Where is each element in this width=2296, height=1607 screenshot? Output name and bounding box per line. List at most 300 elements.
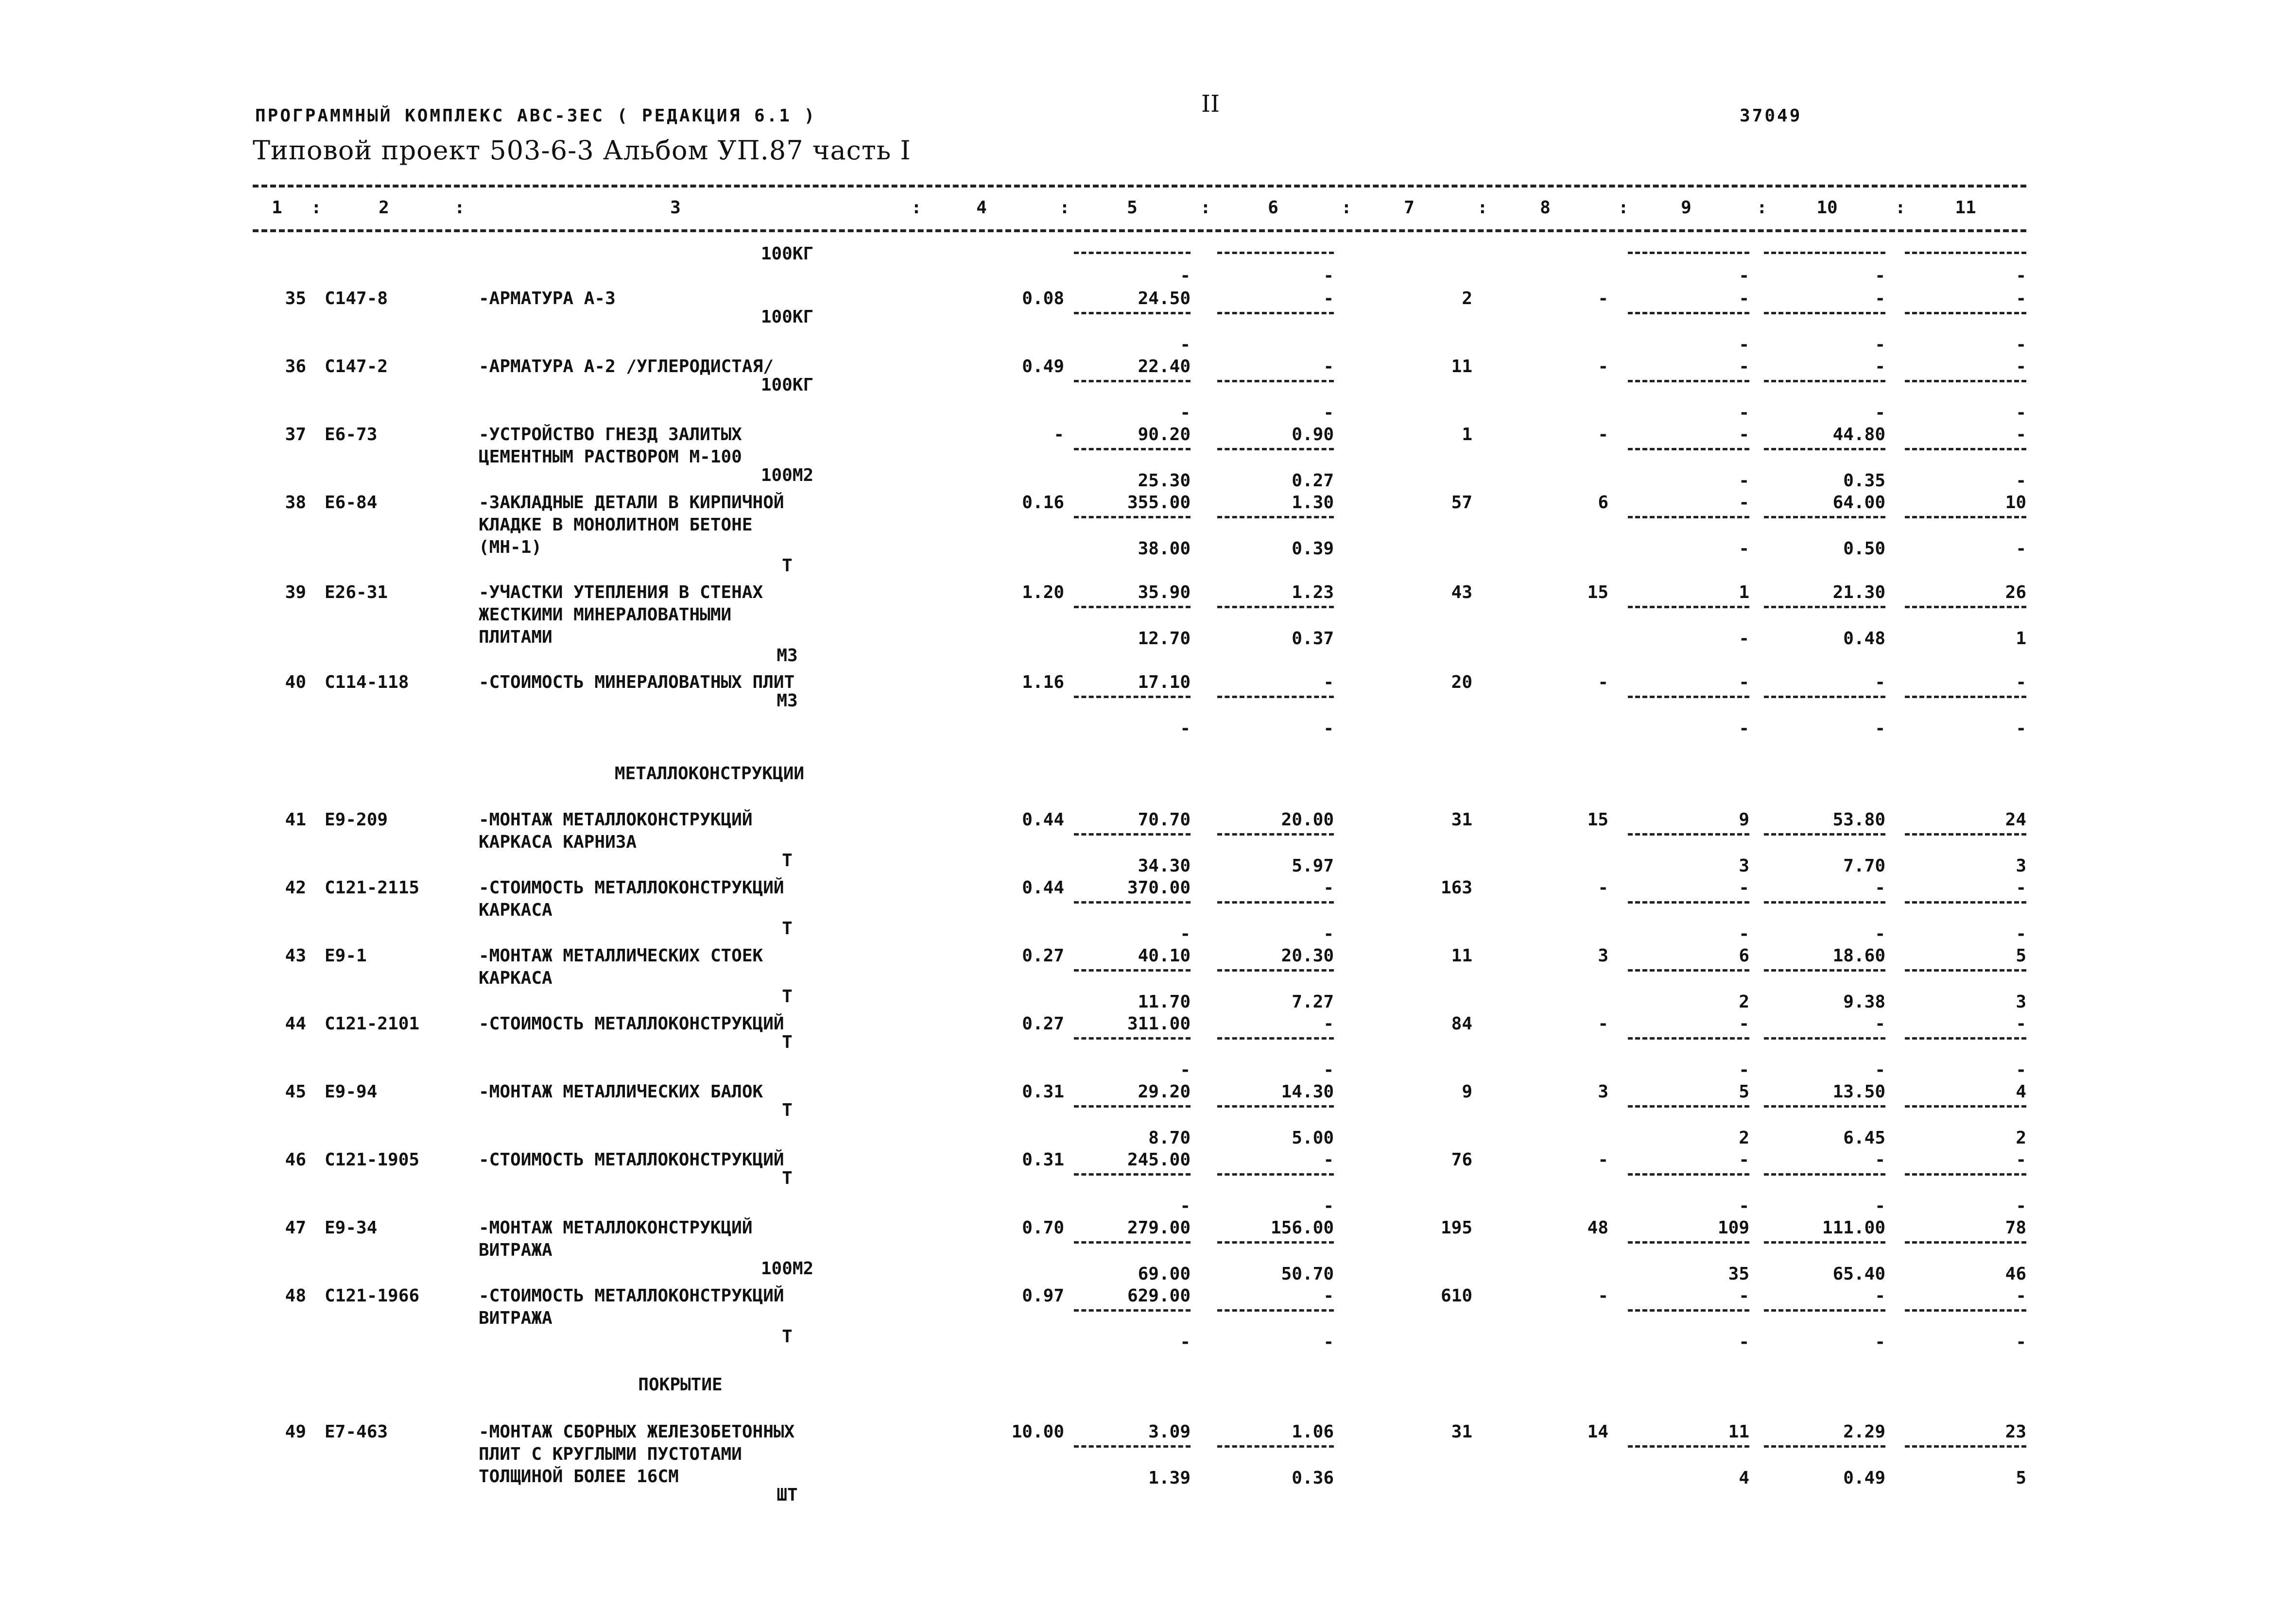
- placeholder-dash: -: [1323, 266, 1334, 286]
- item-code: С121-1905: [325, 1150, 420, 1170]
- row-number: 46: [285, 1150, 306, 1170]
- row-number: 49: [285, 1422, 306, 1442]
- item-code: Е6-73: [325, 425, 378, 444]
- placeholder-dash: -: [2016, 266, 2026, 286]
- cell-divider: [1764, 969, 1885, 972]
- item-description: ПЛИТ С КРУГЛЫМИ ПУСТОТАМИ: [479, 1444, 742, 1464]
- column-separator: :: [454, 198, 465, 218]
- total-wages: 48: [1587, 1218, 1608, 1238]
- labor-col10: -: [1875, 1014, 1885, 1034]
- labor-col9: 6: [1739, 946, 1749, 966]
- cell-divider: [1905, 1445, 2026, 1448]
- labor-col11: 23: [2005, 1422, 2026, 1442]
- column-separator: :: [1618, 198, 1629, 218]
- item-description: ЦЕМЕНТНЫМ РАСТВОРОМ М-100: [479, 447, 742, 467]
- unit-label: Т: [782, 987, 793, 1007]
- machine-wages: 5.97: [1292, 856, 1334, 876]
- machine-wages: -: [1323, 924, 1334, 944]
- labor-col11: -: [2016, 1286, 2026, 1306]
- machine-cost: 20.30: [1281, 946, 1334, 966]
- unit-cost: 279.00: [1127, 1218, 1191, 1238]
- column-separator: :: [1477, 198, 1488, 218]
- item-code: Е9-34: [325, 1218, 378, 1238]
- cell-divider: [1217, 312, 1334, 314]
- placeholder-dash: -: [1180, 266, 1191, 286]
- labor-col11-sub: -: [2016, 1196, 2026, 1216]
- cell-divider: [1074, 312, 1191, 314]
- page-number: II: [1201, 90, 1220, 118]
- labor-col11-sub: 3: [2016, 856, 2026, 876]
- machine-cost: -: [1323, 878, 1334, 898]
- total-wages: 15: [1587, 810, 1608, 830]
- column-header-6: 6: [1268, 198, 1278, 218]
- column-separator: :: [311, 198, 322, 218]
- total-cost: 9: [1462, 1082, 1472, 1102]
- cell-divider: [1905, 380, 2026, 382]
- cell-divider: [1764, 1309, 1885, 1312]
- item-description: -УЧАСТКИ УТЕПЛЕНИЯ В СТЕНАХ: [479, 582, 763, 602]
- unit-cost-wages: 34.30: [1138, 856, 1191, 876]
- labor-col9: -: [1739, 493, 1749, 513]
- unit-label: Т: [782, 1032, 793, 1052]
- item-description: КЛАДКЕ В МОНОЛИТНОМ БЕТОНЕ: [479, 515, 753, 535]
- labor-col11-sub: 5: [2016, 1468, 2026, 1488]
- unit-label: М3: [777, 646, 798, 666]
- row-number: 43: [285, 946, 306, 966]
- labor-col10: -: [1875, 1286, 1885, 1306]
- machine-wages: 5.00: [1292, 1128, 1334, 1148]
- unit-cost-wages: 1.39: [1148, 1468, 1191, 1488]
- cell-divider: [1074, 901, 1191, 904]
- unit-cost: 355.00: [1127, 493, 1191, 513]
- labor-col9-sub: 3: [1739, 856, 1749, 876]
- cell-divider: [1217, 1445, 1334, 1448]
- labor-col10: 21.30: [1832, 582, 1885, 602]
- item-description: -МОНТАЖ СБОРНЫХ ЖЕЛЕЗОБЕТОННЫХ: [479, 1422, 795, 1442]
- labor-col9: -: [1739, 1150, 1749, 1170]
- item-description: ВИТРАЖА: [479, 1308, 552, 1328]
- labor-col11-sub: -: [2016, 1060, 2026, 1080]
- row-number: 42: [285, 878, 306, 898]
- total-wages: 3: [1598, 946, 1608, 966]
- unit-label: 100М2: [760, 1259, 814, 1279]
- item-description: ЖЕСТКИМИ МИНЕРАЛОВАТНЫМИ: [479, 605, 732, 625]
- labor-col10: -: [1875, 672, 1885, 692]
- unit-label: ШТ: [777, 1485, 798, 1505]
- quantity: 0.31: [1022, 1082, 1064, 1102]
- cell-divider: [1764, 1445, 1885, 1448]
- unit-cost: 90.20: [1138, 425, 1191, 444]
- cell-divider: [1217, 969, 1334, 972]
- cell-divider: [1217, 1309, 1334, 1312]
- quantity: 0.16: [1022, 493, 1064, 513]
- row-number: 36: [285, 357, 306, 376]
- labor-col9: 5: [1739, 1082, 1749, 1102]
- labor-col9-sub: -: [1739, 1332, 1749, 1352]
- item-description: ТОЛЩИНОЙ БОЛЕЕ 16СМ: [479, 1467, 679, 1487]
- labor-col10: 2.29: [1843, 1422, 1885, 1442]
- item-code: Е9-94: [325, 1082, 378, 1102]
- labor-col11-sub: -: [2016, 403, 2026, 423]
- item-code: С121-1966: [325, 1286, 420, 1306]
- cell-divider: [1628, 969, 1749, 972]
- cell-divider: [1764, 516, 1885, 518]
- labor-col10-sub: -: [1875, 924, 1885, 944]
- cell-divider: [1905, 901, 2026, 904]
- labor-col10-sub: -: [1875, 1196, 1885, 1216]
- item-description: -СТОИМОСТЬ МИНЕРАЛОВАТНЫХ ПЛИТ: [479, 672, 795, 692]
- total-wages: -: [1598, 357, 1608, 376]
- machine-wages: -: [1323, 1332, 1334, 1352]
- cell-divider: [1905, 1173, 2026, 1176]
- cell-divider: [1764, 380, 1885, 382]
- labor-col11: -: [2016, 878, 2026, 898]
- item-code: С147-8: [325, 289, 388, 308]
- column-header-4: 4: [976, 198, 987, 218]
- labor-col11: -: [2016, 357, 2026, 376]
- machine-cost: -: [1323, 1150, 1334, 1170]
- labor-col9: -: [1739, 1286, 1749, 1306]
- item-description: -СТОИМОСТЬ МЕТАЛЛОКОНСТРУКЦИЙ: [479, 1150, 784, 1170]
- column-header-8: 8: [1540, 198, 1551, 218]
- cell-divider: [1074, 516, 1191, 518]
- item-description: -АРМАТУРА А-2 /УГЛЕРОДИСТАЯ/: [479, 357, 774, 376]
- machine-wages: 50.70: [1281, 1264, 1334, 1284]
- cell-divider: [1074, 696, 1191, 698]
- cell-divider: [1905, 1037, 2026, 1040]
- labor-col9: -: [1739, 357, 1749, 376]
- cell-divider: [1764, 901, 1885, 904]
- unit-cost-wages: 69.00: [1138, 1264, 1191, 1284]
- quantity: 0.44: [1022, 810, 1064, 830]
- labor-col9: 1: [1739, 582, 1749, 602]
- labor-col9-sub: -: [1739, 335, 1749, 355]
- row-number: 38: [285, 493, 306, 513]
- unit-cost-wages: -: [1180, 403, 1191, 423]
- cell-divider: [1764, 252, 1885, 254]
- machine-cost: 0.90: [1292, 425, 1334, 444]
- quantity: 0.97: [1022, 1286, 1064, 1306]
- total-cost: 43: [1451, 582, 1472, 602]
- cell-divider: [1217, 252, 1334, 254]
- item-description: -МОНТАЖ МЕТАЛЛОКОНСТРУКЦИЙ: [479, 1218, 753, 1238]
- machine-wages: -: [1323, 403, 1334, 423]
- item-code: Е9-209: [325, 810, 388, 830]
- placeholder-dash: -: [1739, 266, 1749, 286]
- item-description: -СТОИМОСТЬ МЕТАЛЛОКОНСТРУКЦИЙ: [479, 878, 784, 898]
- item-code: Е9-1: [325, 946, 367, 966]
- cell-divider: [1217, 1173, 1334, 1176]
- cell-divider: [1217, 516, 1334, 518]
- cell-divider: [1905, 969, 2026, 972]
- labor-col11: 5: [2016, 946, 2026, 966]
- unit-cost: 370.00: [1127, 878, 1191, 898]
- labor-col11-sub: -: [2016, 471, 2026, 491]
- unit-label: Т: [782, 556, 793, 576]
- unit-cost-wages: 8.70: [1148, 1128, 1191, 1148]
- labor-col10-sub: -: [1875, 1060, 1885, 1080]
- row-number: 45: [285, 1082, 306, 1102]
- labor-col11: -: [2016, 1150, 2026, 1170]
- labor-col10: -: [1875, 289, 1885, 308]
- item-description: -МОНТАЖ МЕТАЛЛИЧЕСКИХ СТОЕК: [479, 946, 763, 966]
- unit-label: Т: [782, 1168, 793, 1188]
- machine-wages: 0.39: [1292, 539, 1334, 559]
- labor-col11: -: [2016, 672, 2026, 692]
- labor-col10-sub: 0.50: [1843, 539, 1885, 559]
- cell-divider: [1905, 696, 2026, 698]
- cell-divider: [1628, 252, 1749, 254]
- machine-cost: 14.30: [1281, 1082, 1334, 1102]
- labor-col10: -: [1875, 357, 1885, 376]
- total-cost: 76: [1451, 1150, 1472, 1170]
- labor-col9-sub: -: [1739, 1196, 1749, 1216]
- cell-divider: [1905, 448, 2026, 450]
- cell-divider: [1628, 901, 1749, 904]
- machine-cost: 20.00: [1281, 810, 1334, 830]
- total-cost: 11: [1451, 946, 1472, 966]
- cell-divider: [1217, 696, 1334, 698]
- machine-wages: -: [1323, 1196, 1334, 1216]
- labor-col9-sub: 2: [1739, 1128, 1749, 1148]
- unit-cost-wages: 11.70: [1138, 992, 1191, 1012]
- cell-divider: [1074, 969, 1191, 972]
- cell-divider: [1074, 1309, 1191, 1312]
- project-title: Типовой проект 503-6-3 Альбом УП.87 часть I: [253, 135, 911, 166]
- total-wages: 6: [1598, 493, 1608, 513]
- column-header-5: 5: [1127, 198, 1138, 218]
- cell-divider: [1905, 1241, 2026, 1244]
- item-description: -ЗАКЛАДНЫЕ ДЕТАЛИ В КИРПИЧНОЙ: [479, 493, 784, 513]
- labor-col10-sub: -: [1875, 1332, 1885, 1352]
- cell-divider: [1905, 312, 2026, 314]
- labor-col10: 44.80: [1832, 425, 1885, 444]
- unit-cost: 40.10: [1138, 946, 1191, 966]
- cell-divider: [1628, 448, 1749, 450]
- total-wages: -: [1598, 1150, 1608, 1170]
- row-number: 48: [285, 1286, 306, 1306]
- labor-col11: 26: [2005, 582, 2026, 602]
- machine-cost: 1.30: [1292, 493, 1334, 513]
- labor-col11: 4: [2016, 1082, 2026, 1102]
- labor-col11-sub: -: [2016, 924, 2026, 944]
- labor-col9-sub: -: [1739, 1060, 1749, 1080]
- section-title-metal: МЕТАЛЛОКОНСТРУКЦИИ: [614, 764, 805, 784]
- total-cost: 31: [1451, 1422, 1472, 1442]
- cell-divider: [1764, 312, 1885, 314]
- cell-divider: [1074, 448, 1191, 450]
- item-code: Е26-31: [325, 582, 388, 602]
- labor-col9-sub: -: [1739, 629, 1749, 649]
- cell-divider: [1074, 252, 1191, 254]
- labor-col9: -: [1739, 878, 1749, 898]
- total-wages: 14: [1587, 1422, 1608, 1442]
- cell-divider: [1764, 1241, 1885, 1244]
- cell-divider: [1628, 312, 1749, 314]
- unit-cost-wages: -: [1180, 1060, 1191, 1080]
- cell-divider: [1905, 516, 2026, 518]
- labor-col9-sub: -: [1739, 403, 1749, 423]
- item-code: Е7-463: [325, 1422, 388, 1442]
- labor-col10-sub: 65.40: [1832, 1264, 1885, 1284]
- unit-cost-wages: -: [1180, 1332, 1191, 1352]
- cell-divider: [1628, 380, 1749, 382]
- labor-col10-sub: 0.35: [1843, 471, 1885, 491]
- unit-cost: 24.50: [1138, 289, 1191, 308]
- labor-col10-sub: 0.48: [1843, 629, 1885, 649]
- total-cost: 1: [1462, 425, 1472, 444]
- unit-cost-wages: -: [1180, 718, 1191, 738]
- cell-divider: [1074, 1445, 1191, 1448]
- total-cost: 163: [1440, 878, 1472, 898]
- labor-col10-sub: -: [1875, 335, 1885, 355]
- item-code: С121-2101: [325, 1014, 420, 1034]
- cell-divider: [1764, 1105, 1885, 1108]
- item-code: С147-2: [325, 357, 388, 376]
- item-code: Е6-84: [325, 493, 378, 513]
- total-cost: 2: [1462, 289, 1472, 308]
- item-description: ВИТРАЖА: [479, 1240, 552, 1260]
- quantity: -: [1053, 425, 1064, 444]
- row-number: 41: [285, 810, 306, 830]
- item-code: С121-2115: [325, 878, 420, 898]
- column-separator: :: [1757, 198, 1767, 218]
- machine-wages: 0.36: [1292, 1468, 1334, 1488]
- unit-cost: 17.10: [1138, 672, 1191, 692]
- cell-divider: [1217, 901, 1334, 904]
- unit-cost-wages: 12.70: [1138, 629, 1191, 649]
- total-cost: 31: [1451, 810, 1472, 830]
- cell-divider: [1074, 1173, 1191, 1176]
- cell-divider: [1628, 1037, 1749, 1040]
- machine-wages: 0.27: [1292, 471, 1334, 491]
- item-description: КАРКАСА: [479, 900, 552, 920]
- machine-cost: -: [1323, 672, 1334, 692]
- unit-cost-wages: 38.00: [1138, 539, 1191, 559]
- unit-cost: 29.20: [1138, 1082, 1191, 1102]
- header-rule-top: [253, 185, 2026, 188]
- labor-col11: -: [2016, 289, 2026, 308]
- labor-col9-sub: -: [1739, 539, 1749, 559]
- labor-col9-sub: -: [1739, 471, 1749, 491]
- labor-col10: -: [1875, 878, 1885, 898]
- unit-cost-wages: 25.30: [1138, 471, 1191, 491]
- total-wages: -: [1598, 672, 1608, 692]
- column-separator: :: [1200, 198, 1211, 218]
- machine-wages: -: [1323, 718, 1334, 738]
- cell-divider: [1217, 1241, 1334, 1244]
- cell-divider: [1764, 1037, 1885, 1040]
- unit-cost: 70.70: [1138, 810, 1191, 830]
- unit-label: 100КГ: [760, 307, 814, 327]
- labor-col10: -: [1875, 1150, 1885, 1170]
- labor-col11-sub: 1: [2016, 629, 2026, 649]
- cell-divider: [1074, 380, 1191, 382]
- labor-col10-sub: -: [1875, 403, 1885, 423]
- labor-col9: -: [1739, 425, 1749, 444]
- labor-col10: 53.80: [1832, 810, 1885, 830]
- labor-col10: 18.60: [1832, 946, 1885, 966]
- quantity: 0.31: [1022, 1150, 1064, 1170]
- unit-cost: 35.90: [1138, 582, 1191, 602]
- column-header-11: 11: [1955, 198, 1976, 218]
- row-number: 44: [285, 1014, 306, 1034]
- column-header-1: 1: [272, 198, 282, 218]
- unit-cost: 311.00: [1127, 1014, 1191, 1034]
- machine-cost: -: [1323, 1014, 1334, 1034]
- unit-label: Т: [782, 851, 793, 871]
- labor-col9: -: [1739, 289, 1749, 308]
- cell-divider: [1217, 1105, 1334, 1108]
- item-description: -МОНТАЖ МЕТАЛЛОКОНСТРУКЦИЙ: [479, 810, 753, 830]
- row-number: 37: [285, 425, 306, 444]
- cell-divider: [1905, 833, 2026, 836]
- cell-divider: [1628, 1105, 1749, 1108]
- column-separator: :: [1895, 198, 1906, 218]
- labor-col11-sub: -: [2016, 718, 2026, 738]
- labor-col9: -: [1739, 672, 1749, 692]
- total-cost: 20: [1451, 672, 1472, 692]
- labor-col11: 78: [2005, 1218, 2026, 1238]
- labor-col9-sub: -: [1739, 718, 1749, 738]
- labor-col10-sub: 9.38: [1843, 992, 1885, 1012]
- document-number: 37049: [1740, 106, 1802, 126]
- cell-divider: [1628, 1241, 1749, 1244]
- cell-divider: [1905, 606, 2026, 608]
- labor-col11-sub: 2: [2016, 1128, 2026, 1148]
- quantity: 1.16: [1022, 672, 1064, 692]
- machine-cost: 1.06: [1292, 1422, 1334, 1442]
- quantity: 0.08: [1022, 289, 1064, 308]
- labor-col10-sub: 0.49: [1843, 1468, 1885, 1488]
- cell-divider: [1764, 606, 1885, 608]
- unit-cost: 245.00: [1127, 1150, 1191, 1170]
- unit-label: Т: [782, 1327, 793, 1347]
- machine-cost: -: [1323, 357, 1334, 376]
- machine-wages: 7.27: [1292, 992, 1334, 1012]
- labor-col11-sub: 46: [2005, 1264, 2026, 1284]
- row-number: 35: [285, 289, 306, 308]
- unit-label: 100КГ: [760, 375, 814, 395]
- unit-label: Т: [782, 919, 793, 939]
- total-cost: 84: [1451, 1014, 1472, 1034]
- labor-col10: 111.00: [1822, 1218, 1885, 1238]
- total-cost: 11: [1451, 357, 1472, 376]
- labor-col11: 10: [2005, 493, 2026, 513]
- unit-cost-wages: -: [1180, 1196, 1191, 1216]
- item-description: ПЛИТАМИ: [479, 627, 552, 647]
- total-wages: 15: [1587, 582, 1608, 602]
- total-wages: -: [1598, 425, 1608, 444]
- cell-divider: [1764, 696, 1885, 698]
- total-wages: -: [1598, 1014, 1608, 1034]
- total-wages: 3: [1598, 1082, 1608, 1102]
- column-header-10: 10: [1816, 198, 1838, 218]
- labor-col11: 24: [2005, 810, 2026, 830]
- labor-col9-sub: 2: [1739, 992, 1749, 1012]
- cell-divider: [1905, 1309, 2026, 1312]
- cell-divider: [1628, 833, 1749, 836]
- cell-divider: [1628, 516, 1749, 518]
- cell-divider: [1628, 1445, 1749, 1448]
- unit-cost-wages: -: [1180, 335, 1191, 355]
- labor-col9-sub: 35: [1728, 1264, 1749, 1284]
- cell-divider: [1217, 1037, 1334, 1040]
- row-number: 40: [285, 672, 306, 692]
- item-description: -АРМАТУРА А-3: [479, 289, 616, 308]
- labor-col10-sub: -: [1875, 718, 1885, 738]
- total-wages: -: [1598, 878, 1608, 898]
